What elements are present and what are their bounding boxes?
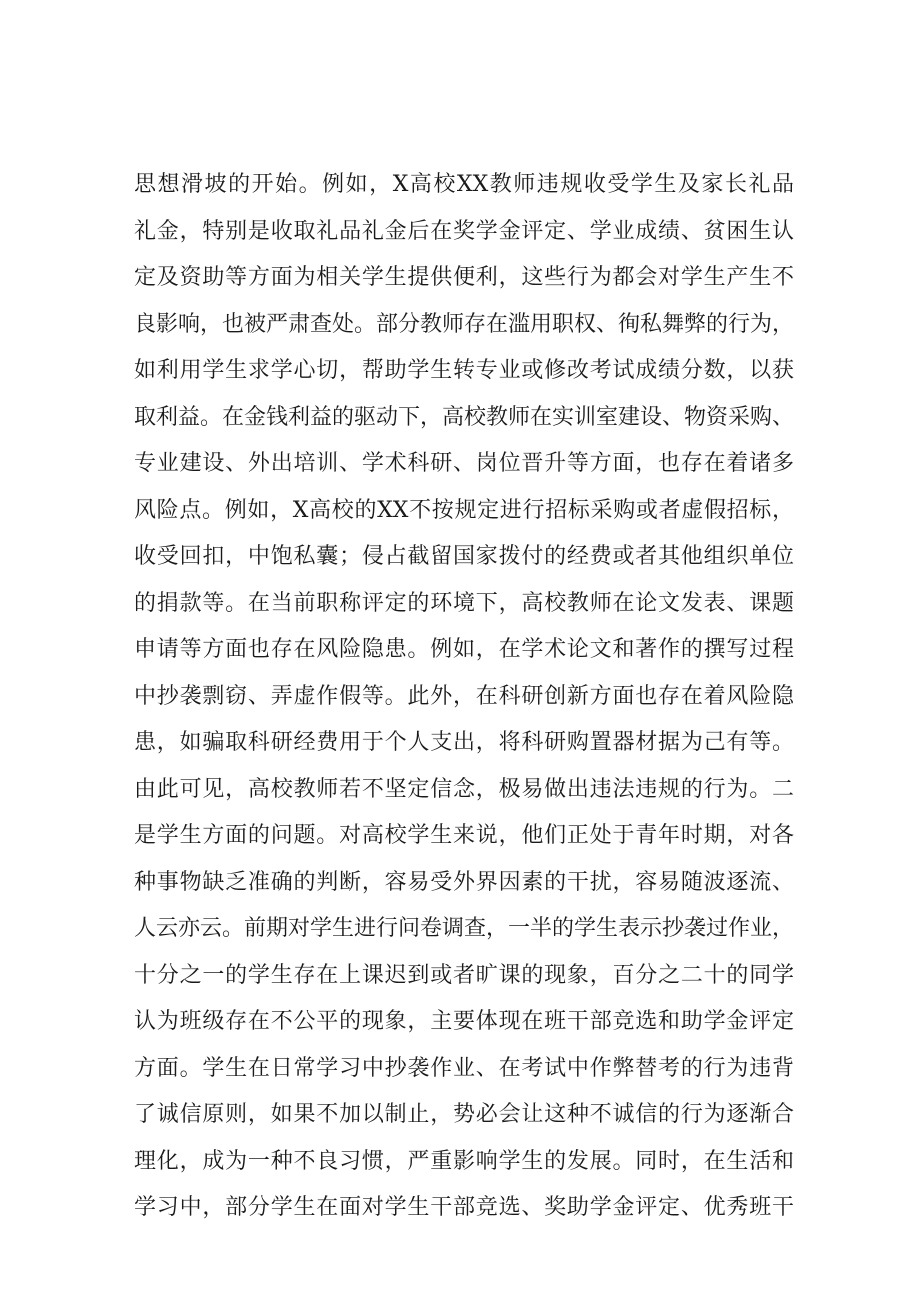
text-line: 患，如骗取科研经费用于个人支出，将科研购置器材据为己有等。 xyxy=(134,730,794,755)
text-line: 礼金，特别是收取礼品礼金后在奖学金评定、学业成绩、贫困生认 xyxy=(134,218,794,244)
text-line: 专业建设、外出培训、学术科研、岗位晋升等方面，也存在着诸多 xyxy=(134,451,794,476)
text-line: 收受回扣，中饱私囊；侵占截留国家拨付的经费或者其他组织单位 xyxy=(134,544,794,569)
text-line: 理化，成为一种不良习惯，严重影响学生的发展。同时，在生活和 xyxy=(134,1148,794,1174)
text-line: 中抄袭剽窃、弄虚作假等。此外，在科研创新方面也存在着风险隐 xyxy=(134,683,794,709)
text-line: 的捐款等。在当前职称评定的环境下，高校教师在论文发表、课题 xyxy=(134,590,794,616)
text-line: 风险点。例如，X高校的XX不按规定进行招标采购或者虚假招标， xyxy=(134,497,794,523)
text-line: 十分之一的学生存在上课迟到或者旷课的现象，百分之二十的同学 xyxy=(134,962,794,988)
text-line: 取利益。在金钱利益的驱动下，高校教师在实训室建设、物资采购、 xyxy=(134,404,794,430)
text-line: 由此可见，高校教师若不坚定信念，极易做出违法违规的行为。二 xyxy=(134,776,794,802)
text-line: 申请等方面也存在风险隐患。例如，在学术论文和著作的撰写过程 xyxy=(134,637,794,662)
text-line: 思想滑坡的开始。例如，X高校XX教师违规收受学生及家长礼品 xyxy=(134,172,794,197)
text-line: 是学生方面的问题。对高校学生来说，他们正处于青年时期，对各 xyxy=(134,823,794,848)
text-line: 人云亦云。前期对学生进行问卷调查，一半的学生表示抄袭过作业， xyxy=(134,916,794,941)
text-line: 方面。学生在日常学习中抄袭作业、在考试中作弊替考的行为违背 xyxy=(134,1055,794,1081)
text-line: 认为班级存在不公平的现象，主要体现在班干部竞选和助学金评定 xyxy=(134,1009,794,1034)
text-line: 种事物缺乏准确的判断，容易受外界因素的干扰，容易随波逐流、 xyxy=(134,869,794,895)
text-line: 如利用学生求学心切，帮助学生转专业或修改考试成绩分数，以获 xyxy=(134,358,794,383)
text-line: 了诚信原则，如果不加以制止，势必会让这种不诚信的行为逐渐合 xyxy=(134,1102,794,1127)
text-line: 定及资助等方面为相关学生提供便利，这些行为都会对学生产生不 xyxy=(134,265,794,290)
text-line: 良影响，也被严肃查处。部分教师存在滥用职权、徇私舞弊的行为， xyxy=(134,311,794,337)
text-line: 学习中，部分学生在面对学生干部竞选、奖助学金评定、优秀班干 xyxy=(134,1195,794,1220)
body-paragraph xyxy=(134,162,794,1232)
